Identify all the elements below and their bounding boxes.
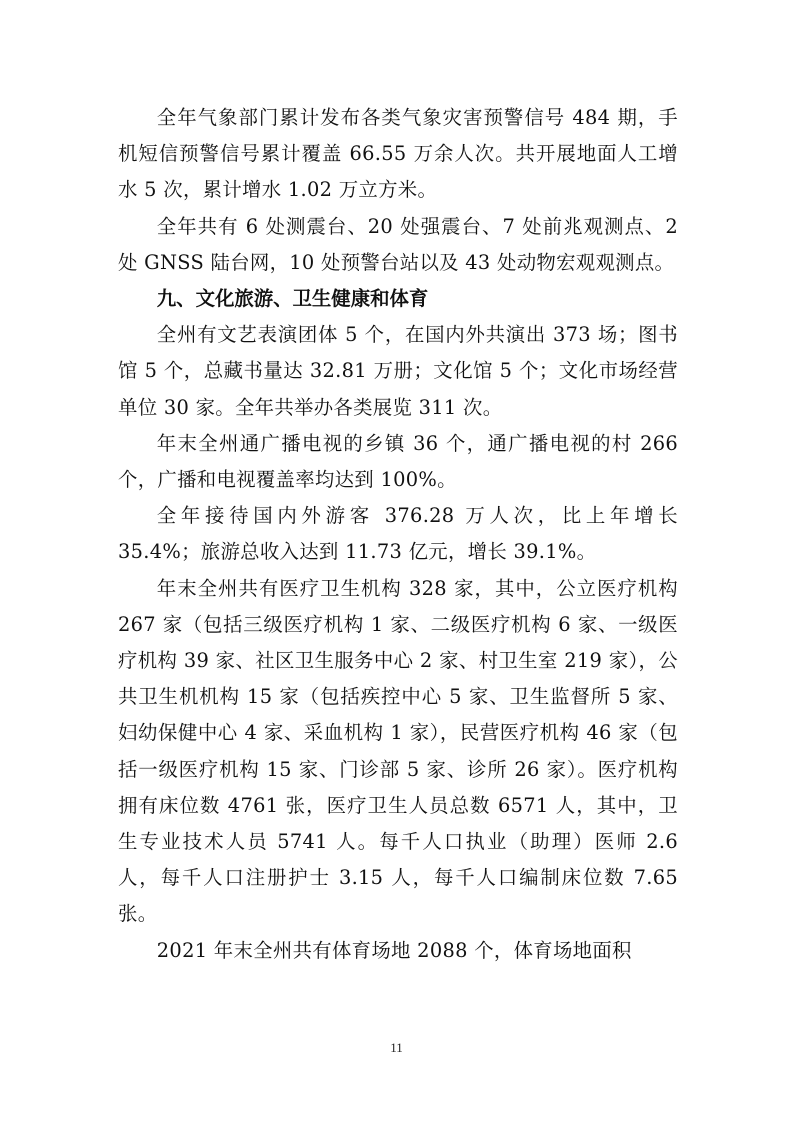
paragraph-weather-warnings: 全年气象部门累计发布各类气象灾害预警信号 484 期，手机短信预警信号累计覆盖 66.55 万余人次。共开展地面人工增水 5 次，累计增水 1.02 万立方米。: [118, 106, 678, 202]
paragraph-tourism: 全年接待国内外游客 376.28 万人次，比上年增长 35.4%；旅游总收入达到 11.73 亿元，增长 39.1%。: [118, 504, 678, 564]
page-number: 11: [390, 1040, 403, 1055]
paragraph-medical-institutions: 年末全州共有医疗卫生机构 328 家，其中，公立医疗机构 267 家（包括三级医疗机构 1 家、二级医疗机构 6 家、一级医疗机构 39 家、社区卫生服务中心 2 家、村卫生室 219 家），公共卫生机机构 15 家（包括疾控中心 5 家、卫生监督所 5 家、妇幼保健中心 4 家、采血机构 1 家），民营医疗机构 46 家（包括一级医疗机构 15 家、门诊部 5 家、诊所 26 家）。医疗机构拥有床位数 4761 张，医疗卫生人员总数 6571 人，其中，卫生专业技术人员 5741 人。每千人口执业（助理）医师 2.6 人，每千人口注册护士 3.15 人，每千人口编制床位数 7.65 张。: [118, 576, 678, 926]
document-body: [118, 100, 678, 969]
paragraph-culture: 全州有文艺表演团体 5 个，在国内外共演出 373 场；图书馆 5 个，总藏书量达 32.81 万册；文化馆 5 个；文化市场经营单位 30 家。全年共举办各类展览 311 次。: [118, 323, 678, 419]
paragraph-broadcasting: 年末全州通广播电视的乡镇 36 个，通广播电视的村 266 个，广播和电视覆盖率均达到 100%。: [118, 431, 678, 492]
section-heading-culture-health-sports: 九、文化旅游、卫生健康和体育: [156, 287, 429, 311]
paragraph-seismic-stations: 全年共有 6 处测震台、20 处强震台、7 处前兆观测点、2 处 GNSS 陆台网，10 处预警台站以及 43 处动物宏观观测点。: [118, 214, 678, 274]
paragraph-sports-venues: 2021 年末全州共有体育场地 2088 个，体育场地面积: [156, 938, 632, 962]
